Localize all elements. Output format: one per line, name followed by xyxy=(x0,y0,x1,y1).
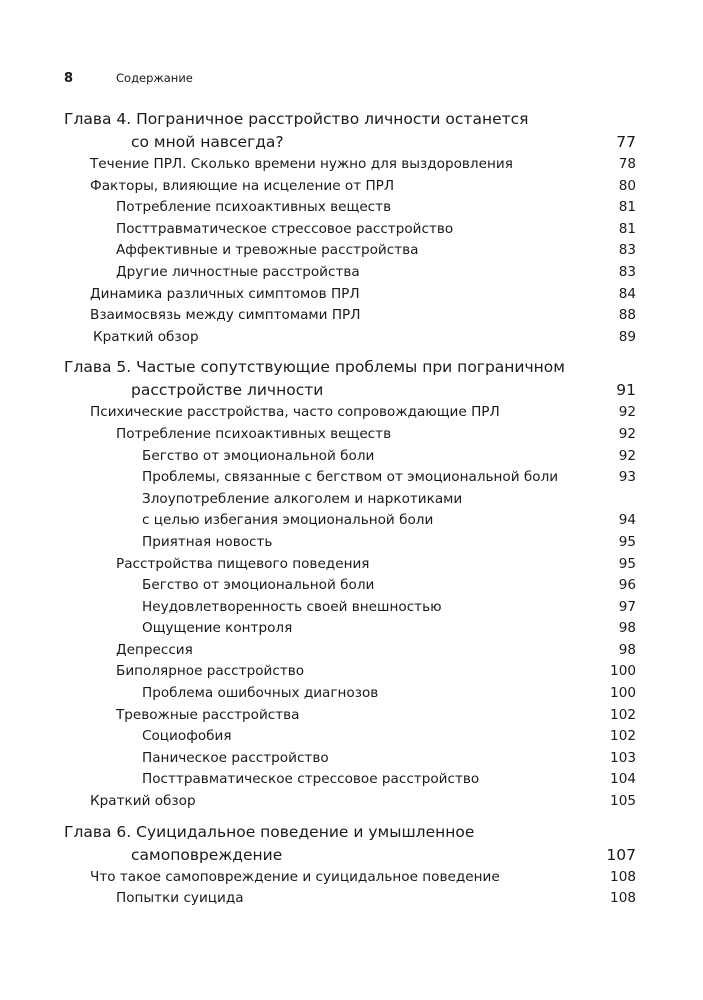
entry-page: 84 xyxy=(618,285,636,302)
chapter-page: 77 xyxy=(616,133,636,151)
toc-entry[interactable] xyxy=(64,532,636,554)
entry-page: 97 xyxy=(618,598,636,615)
entry-page: 92 xyxy=(618,404,636,421)
entry-page: 108 xyxy=(610,868,636,885)
entry-title: Потребление психоактивных веществ xyxy=(116,425,392,442)
chapter-5-title-cont[interactable] xyxy=(64,379,636,402)
entry-title: Попытки суицида xyxy=(116,890,244,907)
entry-page: 103 xyxy=(610,749,636,766)
entry-title: Течение ПРЛ. Сколько времени нужно для выздоровления xyxy=(90,156,513,172)
toc-entry[interactable] xyxy=(64,446,636,468)
toc-entry[interactable] xyxy=(64,284,636,306)
chapter-4-title[interactable] xyxy=(64,108,636,131)
entry-title: Паническое расстройство xyxy=(142,749,329,766)
entry-page: 93 xyxy=(618,469,636,486)
entry-title: Неудовлетворенность своей внешностью xyxy=(142,598,442,615)
chapter-title-line1: Глава 5. Частые сопутствующие проблемы при пограничном xyxy=(64,358,565,377)
entry-page: 98 xyxy=(618,641,636,658)
entry-title: Приятная новость xyxy=(142,533,273,550)
entry-page: 102 xyxy=(610,728,636,745)
entry-title: с целью избегания эмоциональной боли xyxy=(142,512,434,529)
toc-entry[interactable] xyxy=(64,489,636,511)
toc-entry[interactable] xyxy=(64,640,636,662)
entry-page: 102 xyxy=(610,706,636,723)
entry-page: 88 xyxy=(618,307,636,324)
entry-title: Другие личностные расстройства xyxy=(116,263,360,280)
entry-title: Проблема ошибочных диагнозов xyxy=(142,685,379,702)
entry-page: 80 xyxy=(618,177,636,194)
table-of-contents xyxy=(64,108,636,910)
entry-title: Злоупотребление алкоголем и наркотиками xyxy=(142,490,463,507)
entry-title: Аффективные и тревожные расстройства xyxy=(116,242,419,259)
entry-page: 105 xyxy=(610,793,636,810)
toc-entry[interactable] xyxy=(64,554,636,576)
toc-entry[interactable] xyxy=(64,683,636,705)
toc-entry[interactable] xyxy=(64,748,636,770)
chapter-title-line2: самоповреждение xyxy=(131,845,283,864)
entry-title: Посттравматическое стрессовое расстройство xyxy=(142,771,480,788)
entry-title: Динамика различных симптомов ПРЛ xyxy=(90,285,360,302)
entry-title: Что такое самоповреждение и суицидальное поведение xyxy=(90,868,500,885)
entry-page: 81 xyxy=(618,220,636,237)
chapter-title-line1: Глава 4. Пограничное расстройство личности останется xyxy=(64,110,529,128)
toc-entry[interactable] xyxy=(64,575,636,597)
entry-title: Тревожные расстройства xyxy=(116,706,300,723)
toc-entry[interactable] xyxy=(64,154,636,176)
entry-page: 104 xyxy=(610,771,636,788)
entry-title: Бегство от эмоциональной боли xyxy=(142,577,375,594)
entry-title: Психические расстройства, часто сопровождающие ПРЛ xyxy=(90,404,500,421)
entry-page: 83 xyxy=(618,242,636,259)
entry-title: Биполярное расстройство xyxy=(116,663,305,680)
entry-page: 100 xyxy=(610,663,636,680)
entry-page: 95 xyxy=(618,533,636,550)
entry-title: Депрессия xyxy=(116,641,193,658)
toc-entry[interactable] xyxy=(64,888,636,910)
chapter-page: 91 xyxy=(616,381,636,400)
chapter-6-title-cont[interactable] xyxy=(64,844,636,867)
entry-page: 92 xyxy=(618,447,636,464)
toc-entry[interactable] xyxy=(64,262,636,284)
entry-title: Бегство от эмоциональной боли xyxy=(142,447,375,464)
toc-entry[interactable] xyxy=(64,305,636,327)
entry-page: 96 xyxy=(618,577,636,594)
chapter-spacer xyxy=(64,348,636,356)
chapter-title-line2: расстройстве личности xyxy=(131,381,324,400)
toc-entry[interactable] xyxy=(64,327,636,349)
chapter-4-title-cont[interactable] xyxy=(64,131,636,154)
entry-page: 78 xyxy=(618,156,636,172)
toc-entry[interactable] xyxy=(64,240,636,262)
toc-entry[interactable] xyxy=(64,769,636,791)
entry-page: 94 xyxy=(618,512,636,529)
toc-entry[interactable] xyxy=(64,661,636,683)
entry-page: 95 xyxy=(618,555,636,572)
toc-entry[interactable] xyxy=(64,197,636,219)
entry-title: Проблемы, связанные с бегством от эмоциональной боли xyxy=(142,469,559,486)
toc-entry[interactable] xyxy=(64,867,636,889)
entry-title: Факторы, влияющие на исцеление от ПРЛ xyxy=(90,177,395,194)
entry-title: Посттравматическое стрессовое расстройство xyxy=(116,220,454,237)
entry-title: Краткий обзор xyxy=(90,793,196,810)
entry-page: 100 xyxy=(610,685,636,702)
chapter-page: 107 xyxy=(606,845,636,864)
entry-title: Социофобия xyxy=(142,728,232,745)
toc-entry[interactable] xyxy=(64,510,636,532)
entry-page: 108 xyxy=(610,890,636,907)
entry-page: 92 xyxy=(618,425,636,442)
toc-entry[interactable] xyxy=(64,705,636,727)
toc-entry[interactable] xyxy=(64,219,636,241)
chapter-5-title[interactable] xyxy=(64,356,636,379)
toc-entry[interactable] xyxy=(64,467,636,489)
entry-title: Ощущение контроля xyxy=(142,620,293,637)
toc-entry[interactable] xyxy=(64,597,636,619)
running-title: Содержание xyxy=(116,71,193,85)
entry-title: Взаимосвязь между симптомами ПРЛ xyxy=(90,307,361,324)
entry-page: 89 xyxy=(618,328,636,345)
entry-title: Потребление психоактивных веществ xyxy=(116,199,392,216)
toc-entry[interactable] xyxy=(64,618,636,640)
entry-page: 98 xyxy=(618,620,636,637)
entry-title: Краткий обзор xyxy=(93,328,199,345)
toc-entry[interactable] xyxy=(64,791,636,813)
entry-page: 83 xyxy=(618,263,636,280)
entry-title: Расстройства пищевого поведения xyxy=(116,555,370,572)
toc-entry[interactable] xyxy=(64,402,636,424)
chapter-6-title[interactable] xyxy=(64,821,636,844)
toc-entry[interactable] xyxy=(64,424,636,446)
chapter-title-line1: Глава 6. Суицидальное поведение и умышленное xyxy=(64,822,475,841)
toc-entry[interactable] xyxy=(64,726,636,748)
entry-page: 81 xyxy=(618,199,636,216)
running-header xyxy=(64,71,193,89)
chapter-spacer xyxy=(64,813,636,821)
chapter-title-line2: со мной навсегда? xyxy=(131,133,284,151)
page-number: 8 xyxy=(64,71,74,86)
toc-entry[interactable] xyxy=(64,176,636,198)
